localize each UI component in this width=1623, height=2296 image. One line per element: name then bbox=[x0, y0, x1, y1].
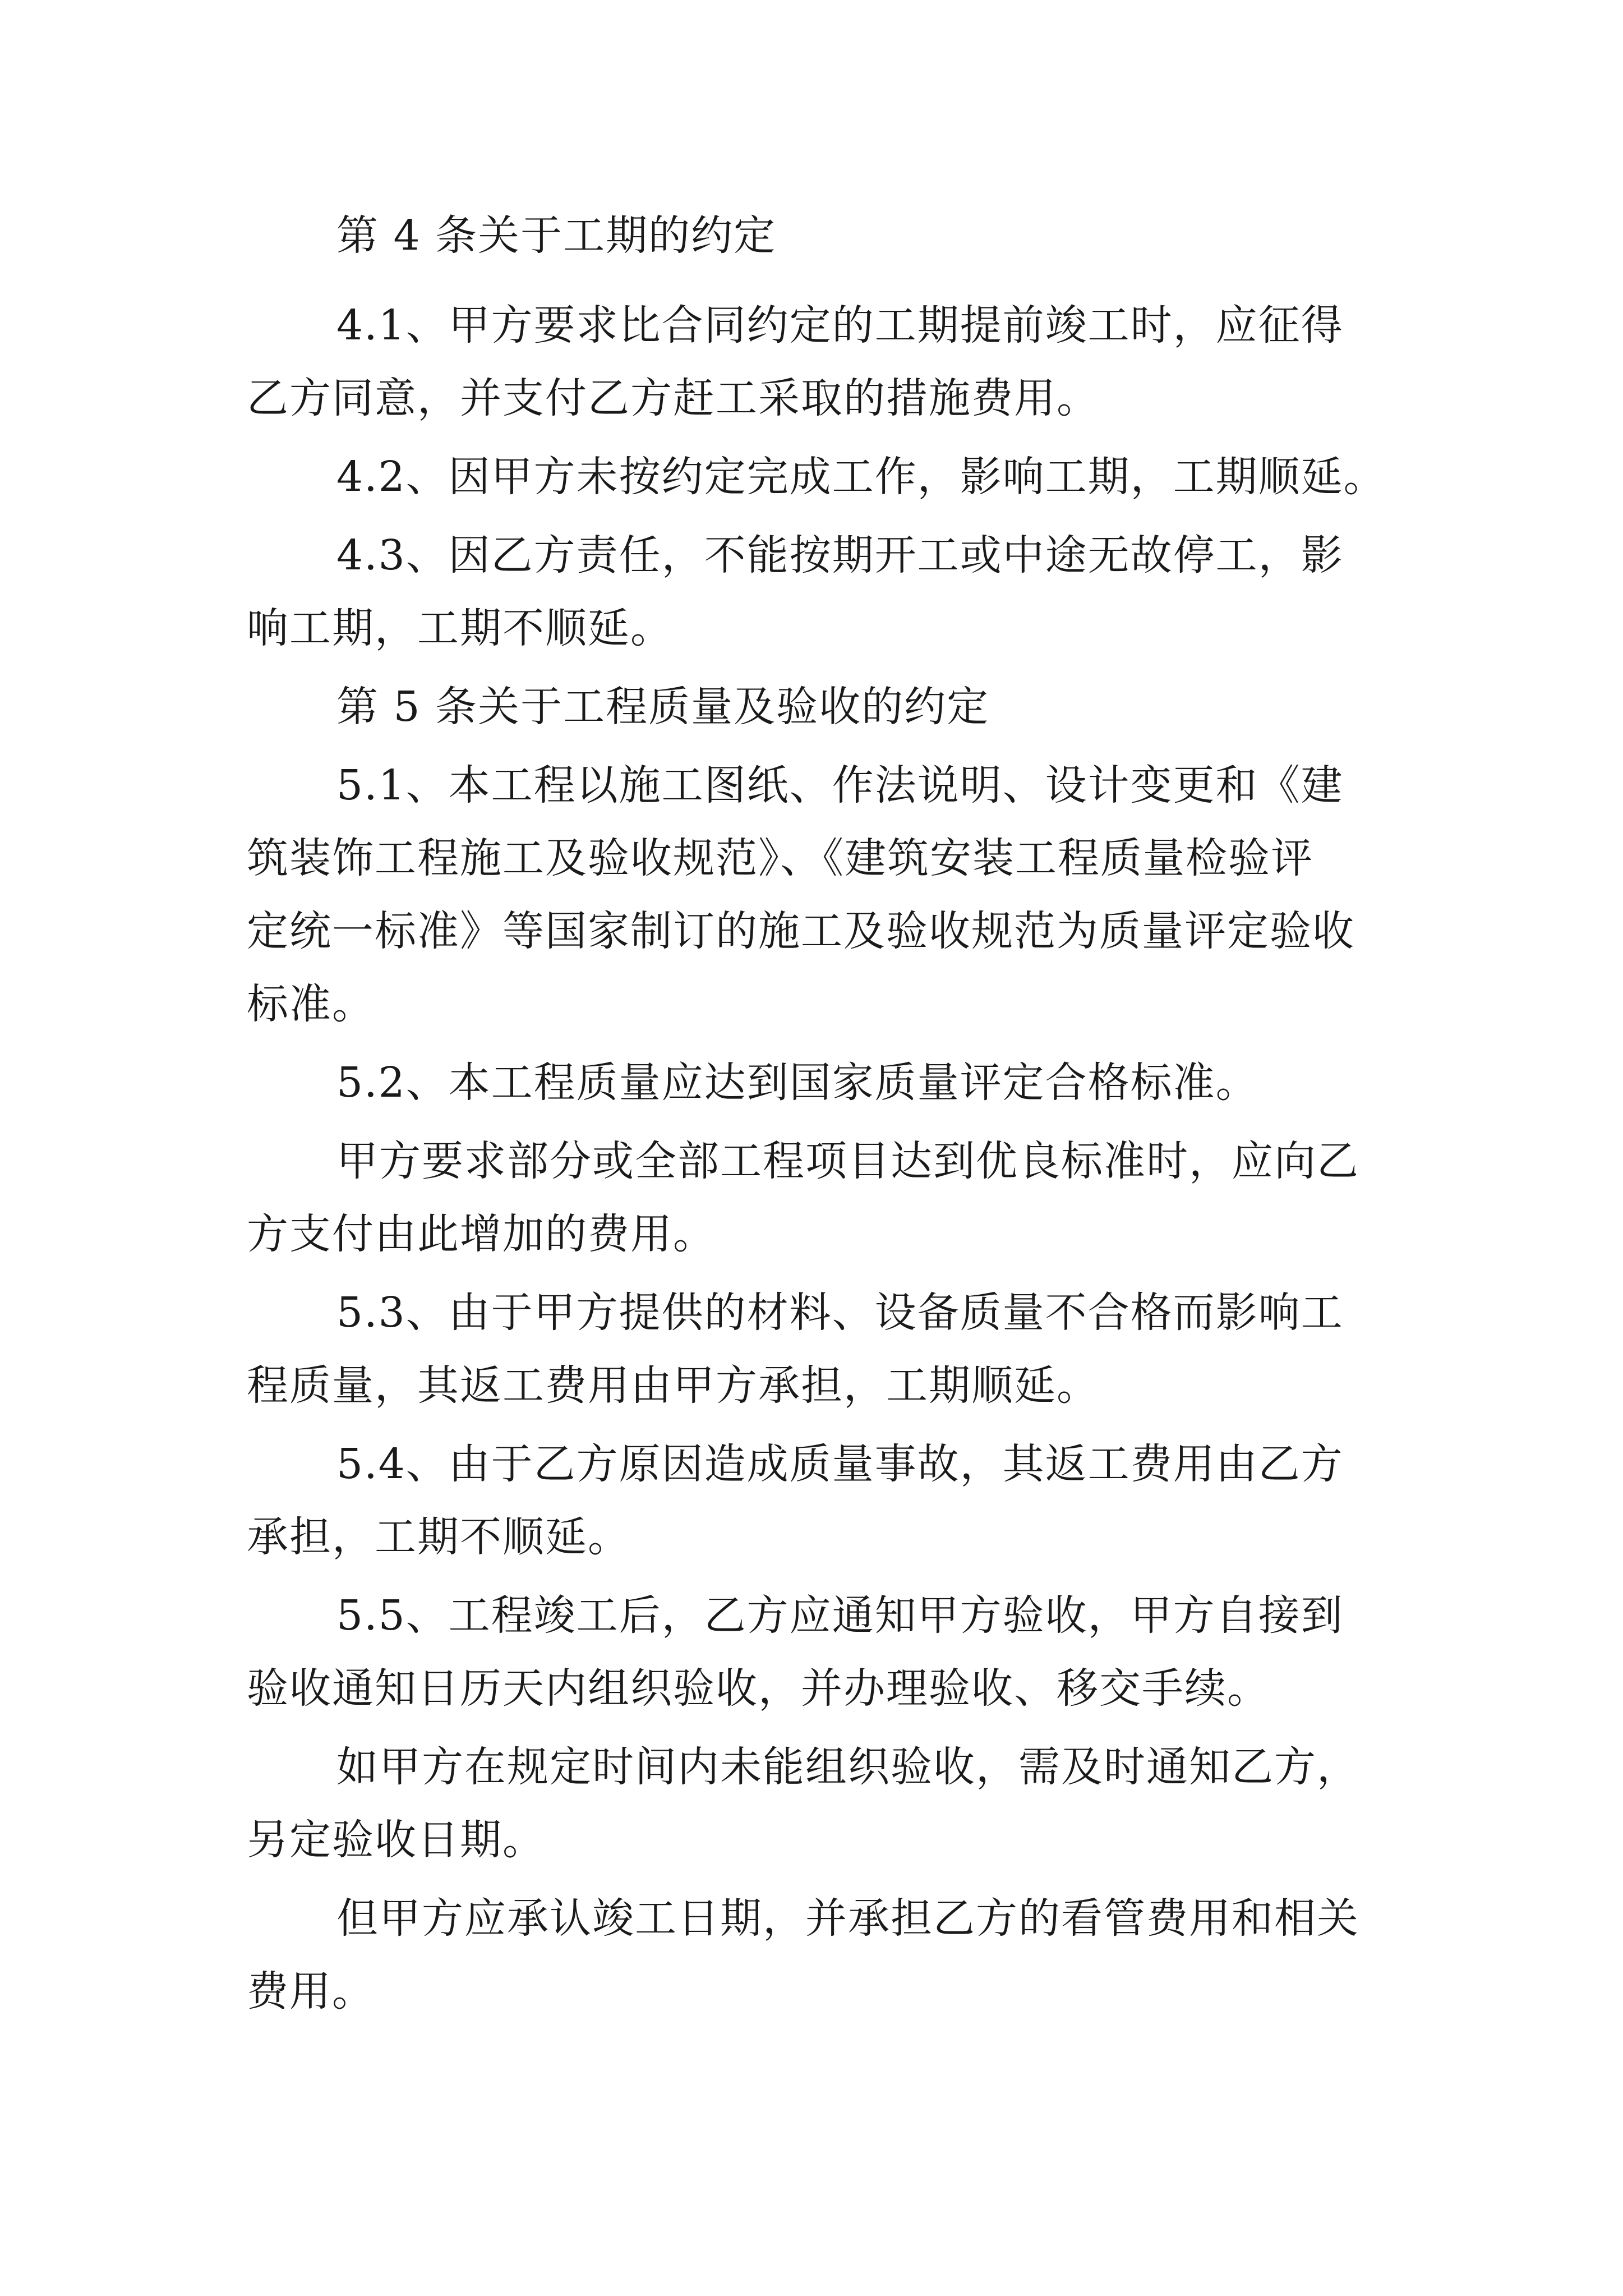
clause-4-3-line-1: 4.3、因乙方责任，不能按期开工或中途无故停工，影 bbox=[336, 531, 1344, 579]
paragraph-completion-date-line-2: 费用。 bbox=[247, 1967, 375, 2016]
clause-5-1-line-4: 标准。 bbox=[247, 980, 375, 1028]
clause-5-3-line-1: 5.3、由于甲方提供的材料、设备质量不合格而影响工 bbox=[336, 1289, 1344, 1337]
paragraph-completion-date-line-1: 但甲方应承认竣工日期，并承担乙方的看管费用和相关 bbox=[336, 1894, 1359, 1943]
clause-5-2: 5.2、本工程质量应达到国家质量评定合格标准。 bbox=[336, 1059, 1258, 1107]
paragraph-acceptance-delay-line-2: 另定验收日期。 bbox=[247, 1816, 545, 1864]
paragraph-acceptance-delay-line-1: 如甲方在规定时间内未能组织验收，需及时通知乙方， bbox=[336, 1743, 1359, 1791]
article-5-heading: 第 5 条关于工程质量及验收的约定 bbox=[336, 683, 990, 731]
clause-5-1-line-1: 5.1、本工程以施工图纸、作法说明、设计变更和《建 bbox=[336, 761, 1344, 809]
paragraph-excellence-line-2: 方支付由此增加的费用。 bbox=[247, 1210, 716, 1258]
paragraph-excellence-line-1: 甲方要求部分或全部工程项目达到优良标准时，应向乙 bbox=[336, 1137, 1359, 1185]
clause-4-2: 4.2、因甲方未按约定完成工作，影响工期，工期顺延。 bbox=[336, 453, 1386, 501]
clause-5-4-line-2: 承担，工期不顺延。 bbox=[247, 1513, 630, 1561]
clause-5-5-line-1: 5.5、工程竣工后，乙方应通知甲方验收，甲方自接到 bbox=[336, 1591, 1344, 1640]
clause-5-5-line-2: 验收通知日历天内组织验收，并办理验收、移交手续。 bbox=[247, 1664, 1270, 1713]
article-4-heading: 第 4 条关于工期的约定 bbox=[336, 211, 777, 260]
clause-5-4-line-1: 5.4、由于乙方原因造成质量事故，其返工费用由乙方 bbox=[336, 1440, 1344, 1488]
clause-4-1-line-1: 4.1、甲方要求比合同约定的工期提前竣工时，应征得 bbox=[336, 301, 1344, 349]
clause-5-3-line-2: 程质量，其返工费用由甲方承担，工期顺延。 bbox=[247, 1361, 1099, 1410]
clause-4-1-line-2: 乙方同意，并支付乙方赶工采取的措施费用。 bbox=[247, 374, 1099, 422]
clause-4-3-line-2: 响工期，工期不顺延。 bbox=[247, 604, 673, 652]
clause-5-1-line-3: 定统一标准》等国家制订的施工及验收规范为质量评定验收 bbox=[247, 907, 1355, 955]
clause-5-1-line-2: 筑装饰工程施工及验收规范》、《建筑安装工程质量检验评 bbox=[247, 834, 1313, 882]
